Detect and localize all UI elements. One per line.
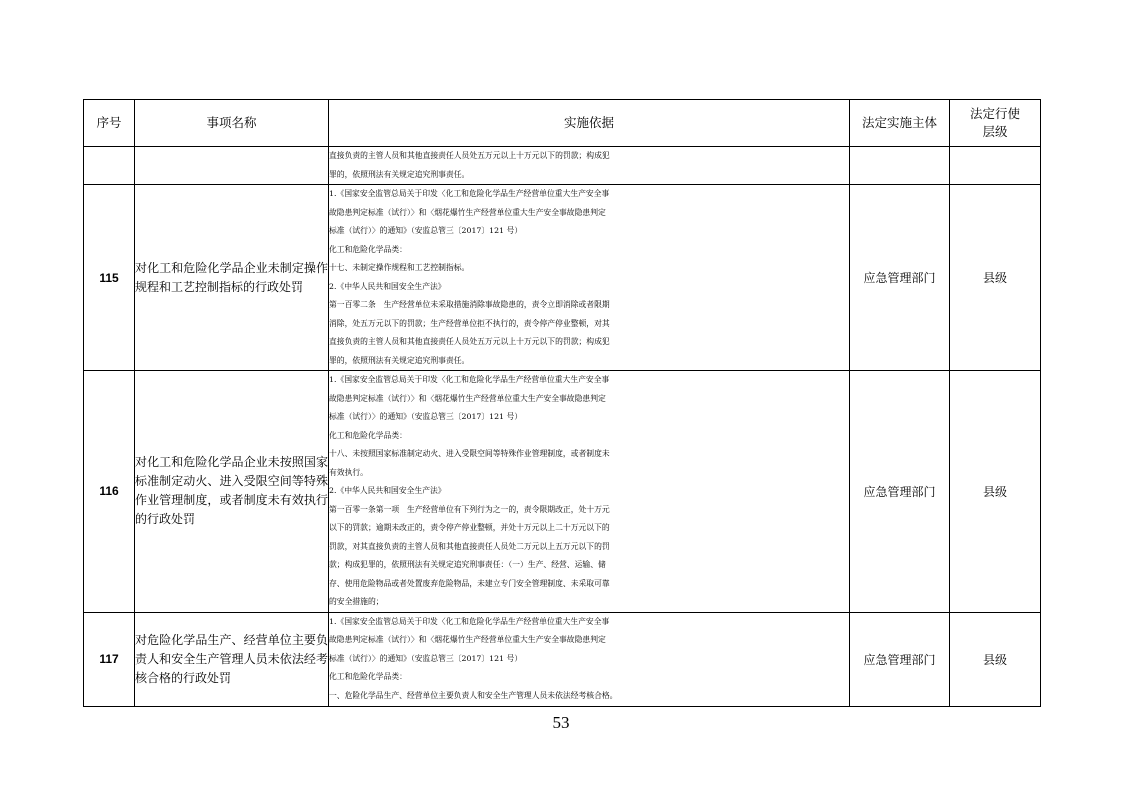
basis-line: 化工和危险化学品类：: [329, 244, 407, 254]
basis-line: 化工和危险化学品类：: [329, 672, 407, 682]
table-row: [84, 185, 1041, 371]
header-num: 序号: [84, 100, 135, 147]
item-name: [135, 147, 329, 185]
header-subject: 法定实施主体: [850, 100, 950, 147]
basis-line: 款；构成犯罪的，依照刑法有关规定追究刑事责任：（一）生产、经营、运输、储: [329, 560, 606, 569]
basis-line: 存、使用危险物品或者处置废弃危险物品，未建立专门安全管理制度、未采取可靠: [329, 578, 610, 588]
exercise-level: 县级: [950, 185, 1041, 371]
basis-line: 直接负责的主管人员和其他直接责任人员处五万元以上十万元以下的罚款；构成犯: [329, 151, 610, 160]
implementation-basis: [329, 612, 850, 706]
row-number: 116: [84, 371, 135, 613]
exercise-level: 县级: [950, 371, 1041, 613]
row-number: 117: [84, 612, 135, 706]
basis-line: 故隐患判定标准（试行）〉和〈烟花爆竹生产经营单位重大生产安全事故隐患判定: [329, 635, 606, 645]
table-row: [84, 371, 1041, 613]
regulation-table: [83, 99, 1041, 707]
table-row: [84, 147, 1041, 185]
basis-line: 1.《国家安全监管总局关于印发〈化工和危险化学品生产经营单位重大生产安全事: [329, 189, 610, 198]
basis-line: 的安全措施的；: [329, 597, 384, 606]
basis-line: 标准（试行）〉的通知》（安监总管三〔2017〕121 号）: [329, 412, 523, 421]
implementation-basis: [329, 371, 850, 613]
basis-line: 一、危险化学品生产、经营单位主要负责人和安全生产管理人员未依法经考核合格。: [329, 690, 618, 700]
basis-line: 标准（试行）〉的通知》（安监总管三〔2017〕121 号）: [329, 653, 523, 663]
implementing-subject: [850, 147, 950, 185]
table-row: [84, 612, 1041, 706]
implementing-subject: 应急管理部门: [850, 612, 950, 706]
basis-line: 十八、未按照国家标准制定动火、进入受限空间等特殊作业管理制度，或者制度未: [329, 449, 610, 458]
basis-line: 2.《中华人民共和国安全生产法》: [329, 486, 446, 495]
basis-line: 消除，处五万元以下的罚款；生产经营单位拒不执行的，责令停产停业整顿，对其: [329, 318, 610, 328]
row-number: [84, 147, 135, 185]
page-number: 53: [552, 713, 570, 732]
header-basis: 实施依据: [329, 100, 850, 147]
basis-line: 直接负责的主管人员和其他直接责任人员处五万元以上十万元以下的罚款；构成犯: [329, 337, 610, 346]
item-name: 对化工和危险化学品企业未按照国家标准制定动火、进入受限空间等特殊作业管理制度，或者制度未有效执行的行政处罚: [135, 371, 329, 613]
table-header-row: [84, 100, 1041, 147]
basis-line: 2.《中华人民共和国安全生产法》: [329, 281, 446, 291]
basis-line: 罚款，对其直接负责的主管人员和其他直接责任人员处二万元以上五万元以下的罚: [329, 541, 610, 551]
basis-line: 故隐患判定标准（试行）〉和〈烟花爆竹生产经营单位重大生产安全事故隐患判定: [329, 207, 606, 217]
implementing-subject: 应急管理部门: [850, 371, 950, 613]
implementing-subject: 应急管理部门: [850, 185, 950, 371]
basis-line: 以下的罚款；逾期未改正的，责令停产停业整顿，并处十万元以上二十万元以下的: [329, 523, 610, 532]
item-name: 对化工和危险化学品企业未制定操作规程和工艺控制指标的行政处罚: [135, 185, 329, 371]
basis-line: 罪的，依照刑法有关规定追究刑事责任。: [329, 169, 470, 179]
basis-line: 1.《国家安全监管总局关于印发〈化工和危险化学品生产经营单位重大生产安全事: [329, 616, 610, 626]
exercise-level: 县级: [950, 612, 1041, 706]
basis-line: 第一百零一条第一项 生产经营单位有下列行为之一的，责令限期改正，处十万元: [329, 504, 610, 514]
implementation-basis: [329, 147, 850, 185]
item-name: 对危险化学品生产、经营单位主要负责人和安全生产管理人员未依法经考核合格的行政处罚: [135, 612, 329, 706]
basis-line: 标准（试行）〉的通知》（安监总管三〔2017〕121 号）: [329, 226, 523, 235]
header-level: 法定行使层级: [950, 100, 1041, 147]
basis-line: 有效执行。: [329, 467, 368, 477]
basis-line: 十七、未制定操作规程和工艺控制指标。: [329, 263, 470, 272]
basis-line: 化工和危险化学品类：: [329, 430, 407, 440]
row-number: 115: [84, 185, 135, 371]
header-name: 事项名称: [135, 100, 329, 147]
basis-line: 第一百零二条 生产经营单位未采取措施消除事故隐患的，责令立即消除或者限期: [329, 300, 610, 309]
basis-line: 1.《国家安全监管总局关于印发〈化工和危险化学品生产经营单位重大生产安全事: [329, 375, 610, 384]
exercise-level: [950, 147, 1041, 185]
basis-line: 罪的，依照刑法有关规定追究刑事责任。: [329, 355, 470, 365]
implementation-basis: [329, 185, 850, 371]
basis-line: 故隐患判定标准（试行）〉和〈烟花爆竹生产经营单位重大生产安全事故隐患判定: [329, 393, 606, 403]
